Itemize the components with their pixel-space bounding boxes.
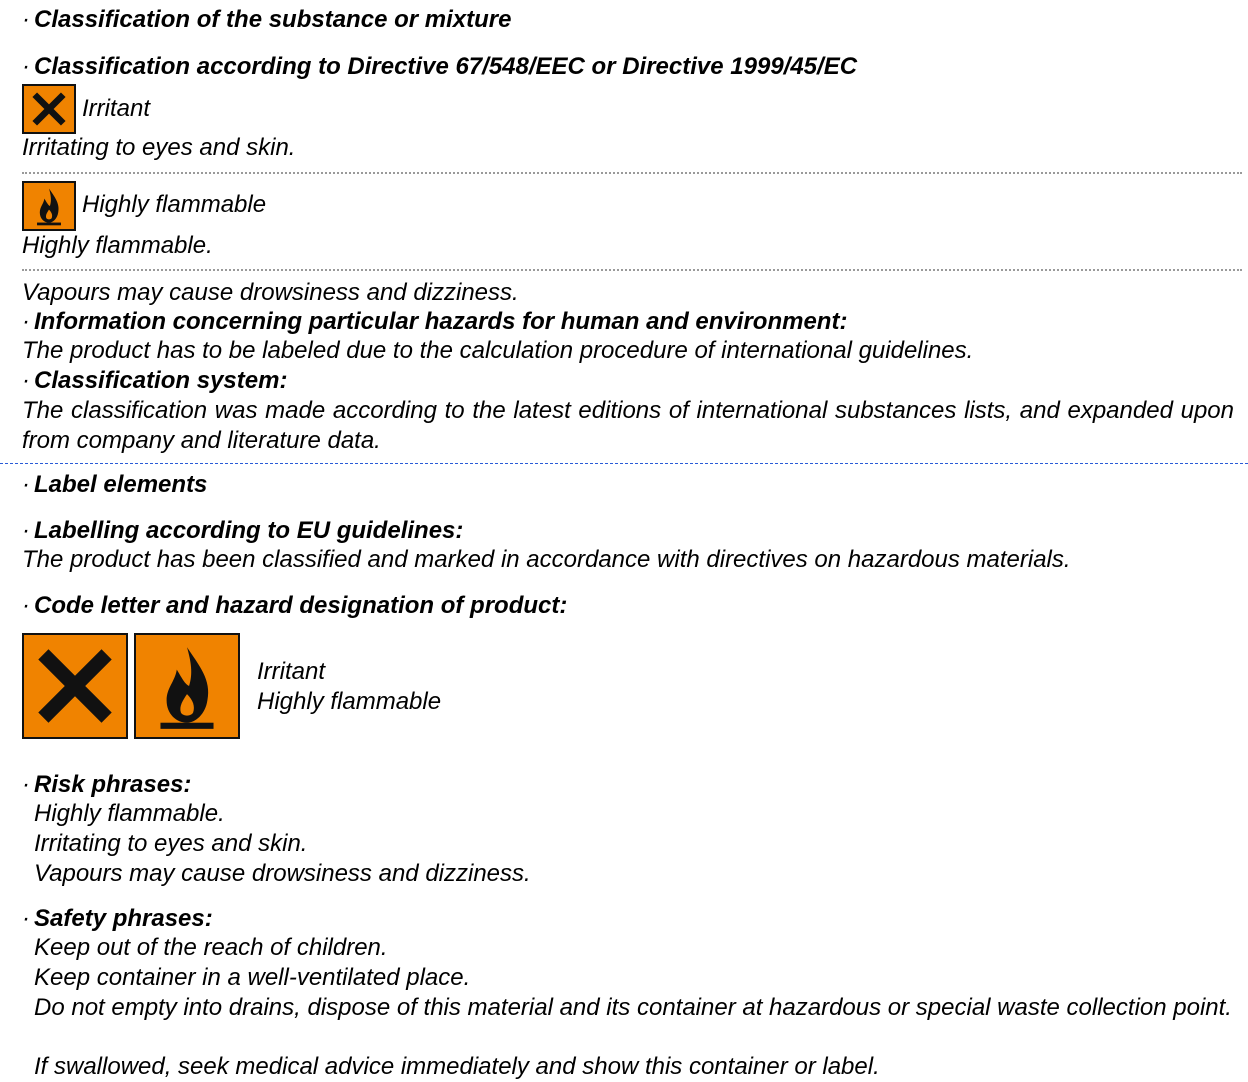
eu-heading: · Labelling according to EU guidelines: xyxy=(22,517,464,544)
flammable-flame-icon xyxy=(134,633,240,739)
irritant-x-icon xyxy=(22,633,128,739)
safety-item: Do not empty into drains, dispose of this material and its container at hazardous or special waste collection point. xyxy=(34,994,1232,1021)
code-irritant: Irritant xyxy=(257,658,326,685)
info-text: The product has to be labeled due to the calculation procedure of international guidelines. xyxy=(22,337,974,364)
code-flammable: Highly flammable xyxy=(257,688,442,715)
eu-text: The product has been classified and marked in accordance with directives on hazardous materials. xyxy=(22,546,1071,573)
code-heading: · Code letter and hazard designation of product: xyxy=(22,592,568,619)
safety-item: Keep out of the reach of children. xyxy=(34,934,388,961)
safety-item: If swallowed, seek medical advice immediately and show this container or label. xyxy=(34,1053,880,1080)
system-text: The classification was made according to the latest editions of international substances lists, and expanded upon from company and literature data. xyxy=(22,397,1234,454)
flammable-label: Highly flammable xyxy=(82,191,267,218)
irritant-label: Irritant xyxy=(82,95,151,122)
risk-item: Irritating to eyes and skin. xyxy=(34,830,308,857)
system-heading: · Classification system: xyxy=(22,367,288,394)
classification-heading: · Classification of the substance or mixture xyxy=(22,6,512,33)
flammable-flame-icon xyxy=(22,181,76,231)
safety-item: Keep container in a well-ventilated place. xyxy=(34,964,471,991)
dotted-divider xyxy=(22,269,1242,271)
info-heading: · Information concerning particular hazards for human and environment: xyxy=(22,308,848,335)
irritant-text: Irritating to eyes and skin. xyxy=(22,134,296,161)
vapours-text: Vapours may cause drowsiness and dizziness. xyxy=(22,279,519,306)
section-divider xyxy=(0,463,1248,464)
risk-item: Highly flammable. xyxy=(34,800,225,827)
directive-heading: · Classification according to Directive 67/548/EEC or Directive 1999/45/EC xyxy=(22,53,858,80)
risk-heading: · Risk phrases: xyxy=(22,771,192,798)
risk-item: Vapours may cause drowsiness and dizziness. xyxy=(34,860,531,887)
safety-heading: · Safety phrases: xyxy=(22,905,213,932)
label-elements-heading: · Label elements xyxy=(22,471,208,498)
irritant-x-icon xyxy=(22,84,76,134)
dotted-divider xyxy=(22,172,1242,174)
flammable-text: Highly flammable. xyxy=(22,232,213,259)
